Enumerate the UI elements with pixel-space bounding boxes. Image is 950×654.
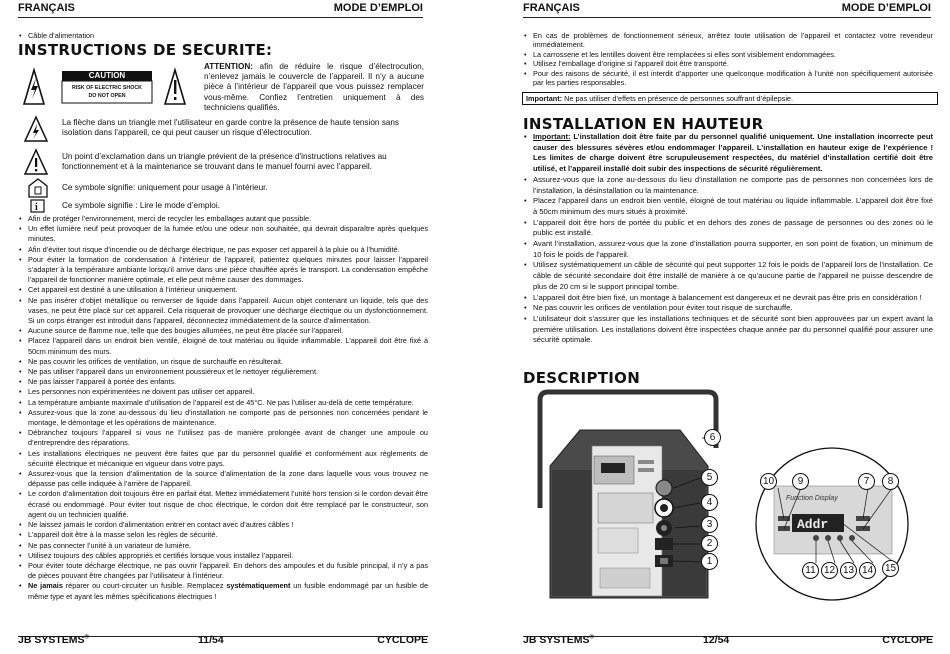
last-safety-bullet: • Ne jamais réparer ou court-circuiter un fusible. Remplacez systématiquement un fusible endommagé par un fusible de même type et ayant les mêmes spécifications électriques !	[18, 581, 428, 601]
callout-3: 3	[701, 516, 718, 533]
header-language: FRANÇAIS	[523, 2, 580, 14]
header-rule	[18, 17, 423, 18]
header-language: FRANÇAIS	[18, 2, 75, 14]
list-item: • Pour éviter toute décharge électrique, ne pas ouvrir l’appareil. En dehors des ampoules et du fusible principal, il n’y a pas de pièces pouvant être changées par l’utilisateur à l’intérieur.	[18, 561, 428, 581]
list-item: • Pour éviter la formation de condensation à l’intérieur de l’appareil, patientez quelques minutes pour laisser l’appareil s’adapter à la température ambiante lorsqu’il arrive dans une pièce chauffée après le transport. La condensation empêche l’appareil de fonctionner manière optimale, et elle peut même causer des dommages.	[18, 255, 428, 286]
footer-product: CYCLOPE	[882, 634, 933, 646]
left-header	[18, 0, 423, 16]
callout-2: 2	[701, 535, 718, 552]
left-footer: JB SYSTEMS® 11/54 CYCLOPE	[18, 634, 428, 646]
list-item: • Les personnes non expérimentées ne doivent pas utiliser cet appareil.	[18, 387, 428, 397]
list-item: • Assurez-vous que la zone au-dessous du lieu d’installation ne comporte pas de personnes non concernées pendant le montage, le démontage et les opérations de maintenance.	[18, 408, 428, 428]
indoor-text: Ce symbole signifie: uniquement pour usage à l’intérieur.	[62, 183, 268, 192]
footer-brand: JB SYSTEMS	[18, 634, 85, 646]
installation-bullet-list	[523, 132, 933, 346]
callout-5: 5	[701, 469, 718, 486]
list-item: • Placez l’appareil dans un endroit bien ventilé, éloigné de tout matériau ou liquide inflammable. L’appareil doit être fixé à 50cm minimum des murs.	[18, 336, 428, 356]
list-item: • L’utilisateur doit s’assurer que les installations techniques et de sécurité sont bien approuvées par un expert avant la première utilisation. Les installations doivent être inspectées chaque année par du personnel qualifié pour assurer une sécurité optimale.	[523, 314, 933, 346]
list-item: • Pour des raisons de sécurité, il est interdit d’apporter une quelconque modification à l’unité non spécifiquement autorisée par les parties responsables.	[523, 69, 933, 88]
list-item: • Utilisez systématiquement un câble de sécurité qui peut supporter 12 fois le poids de l’appareil lors de l’installation. Ce câble de sécurité secondaire doit être installé de manière à ce qu’aucune partie de l’appareil ne puisse descendre de plus de 20 cm si le support principal tombe.	[523, 260, 933, 292]
list-item: • Un effet lumière neuf peut provoquer de la fumée et/ou une odeur non souhaitée, qui devrait disparaître après quelques minutes.	[18, 224, 428, 244]
right-header	[523, 0, 931, 16]
device-illustration	[530, 388, 940, 610]
list-item: • Les installations électriques ne peuvent être faites que par du personnel qualifié et conformément aux règlements de sécurité électrique et mécanique en vigueur dans votre pays.	[18, 449, 428, 469]
lightning-text: La flèche dans un triangle met l'utilisateur en garde contre la présence de haute tension sans isolation dans l’appareil, ce qui peut causer un risque d’électrocution.	[62, 118, 400, 138]
exclamation-icon	[24, 148, 48, 181]
epilepsy-warning-box: Important: Ne pas utiliser d’effets en présence de personnes souffrant d’épilepsie.	[522, 92, 938, 105]
callout-4: 4	[701, 494, 718, 511]
display-label: Function Display	[786, 495, 838, 502]
list-item: • Ne laissez jamais le cordon d’alimentation entrer en contact avec d’autres câbles !	[18, 520, 428, 530]
footer-page: 11/54	[198, 634, 224, 646]
list-item: • Avant l’installation, assurez-vous que la zone d’installation pourra supporter, en son point de fixation, un minimum de 10 fois le poids de l’appareil.	[523, 239, 933, 260]
list-item: • Ne pas couvrir les orifices de ventilation pour éviter tout risque de surchauffe.	[523, 303, 933, 314]
list-item: • Cet appareil est destiné à une utilisation à l’intérieur uniquement.	[18, 285, 428, 295]
callout-11: 11	[802, 562, 819, 579]
callout-14: 14	[859, 562, 876, 579]
list-item: • Placez l’appareil dans un endroit bien ventilé, éloigné de tout matériau ou liquide inflammable. L’appareil doit être fixé à 50cm minimum des murs situés à proximité.	[523, 196, 933, 217]
header-title: MODE D’EMPLOI	[841, 2, 931, 14]
caution-title: CAUTION	[88, 71, 126, 80]
callout-13: 13	[840, 562, 857, 579]
lightning-icon	[24, 115, 48, 148]
top-bullet-list	[523, 31, 933, 87]
section-title-securite: INSTRUCTIONS DE SECURITE:	[18, 41, 273, 59]
section-title-description: DESCRIPTION	[523, 369, 641, 387]
callout-9: 9	[792, 473, 809, 490]
list-item: • Ne pas couvrir les orifices de ventilation, un risque de surchauffe en résulterait.	[18, 357, 428, 367]
callout-8: 8	[882, 473, 899, 490]
list-item: • L’appareil doit être bien fixé, un montage à balancement est dangereux et ne devrait pas être pris en considération !	[523, 293, 933, 304]
installation-important-bullet: • Important: L’installation doit être faite par du personnel qualifié uniquement. Une installation incorrecte peut causer des blessures sévères et/ou endommager l’appareil. L’installation en hauteur exige de l’expérience ! Les limites de charge doivent être scrupuleusement respectées, du matériel d’installation certifié doit être utilisé, et l’appareil installé doit subir des inspections de sécurité régulièrement.	[523, 132, 933, 175]
list-item: • Assurez-vous que la tension d’alimentation de la source d’alimentation de la zone dans laquelle vous vous trouvez ne dépasse pas celle indiquée à l’arrière de l’appareil.	[18, 469, 428, 489]
callout-6: 6	[704, 429, 721, 446]
header-title: MODE D’EMPLOI	[333, 2, 423, 14]
caution-line2: DO NOT OPEN	[88, 93, 126, 99]
caution-label	[22, 66, 187, 110]
caution-line1: RISK OF ELECTRIC SHOCK	[71, 85, 143, 91]
section-title-installation: INSTALLATION EN HAUTEUR	[523, 115, 764, 133]
list-item: • Débranchez toujours l’appareil si vous ne l’utilisez pas de manière prolongée avant de changer une ampoule ou d’entreprendre des réparations.	[18, 428, 428, 448]
footer-page: 12/54	[703, 634, 730, 646]
svg-text:i: i	[35, 202, 38, 213]
cable-bullet: • Câble d’alimentation	[18, 31, 423, 41]
list-item: • Afin d’éviter tout risque d’incendie ou de décharge électrique, ne pas exposer cet appareil à la pluie ou à l’humidité.	[18, 245, 428, 255]
callout-15: 15	[882, 560, 899, 577]
list-item: • L’appareil doit être à la masse selon les règles de sécurité.	[18, 530, 428, 540]
display-readout: Addr	[797, 517, 829, 532]
list-item: • Aucune source de flamme nue, telle que des bougies allumées, ne peut être placée sur l’appareil.	[18, 326, 428, 336]
callout-1: 1	[701, 553, 718, 570]
callout-12: 12	[821, 562, 838, 579]
list-item: • Le cordon d’alimentation doit toujours être en parfait état. Mettez immédiatement l’unité hors tension si le cordon devait être écrasé ou endommagé. Pour éviter tout risque de choc électrique, le cordon doit être remplacé par le constructeur, son agent ou un technicien qualifié.	[18, 489, 428, 520]
device-diagram	[530, 388, 940, 610]
callout-10: 10	[760, 473, 777, 490]
list-item: • Afin de protéger l’environnement, merci de recycler les emballages autant que possible.	[18, 214, 428, 224]
manual-text: Ce symbole signifie : Lire le mode d’emploi.	[62, 201, 220, 210]
list-item: • Utilisez toujours des câbles appropriés et certifiés lorsque vous installez l’appareil.	[18, 551, 428, 561]
header-rule	[523, 17, 931, 18]
safety-bullet-list	[18, 214, 428, 602]
list-item: • Ne pas utiliser l’appareil dans un environnement poussiéreux et le nettoyer régulièrement.	[18, 367, 428, 377]
list-item: • En cas de problèmes de fonctionnement sérieux, arrêtez toute utilisation de l’appareil et contactez votre revendeur immédiatement.	[523, 31, 933, 50]
right-footer: JB SYSTEMS® 12/54 CYCLOPE	[523, 634, 933, 646]
list-item: • Utilisez l’emballage d’origine si l’appareil doit être transporté.	[523, 59, 933, 68]
footer-brand: JB SYSTEMS	[523, 634, 590, 646]
list-item: • Assurez-vous que la zone au-dessous du lieu d’installation ne comporte pas de personnes non concernées lors de l’installation, la désinstallation ou la maintenance.	[523, 175, 933, 196]
list-item: • L’appareil doit être hors de portée du public et en dehors des zones de passage de personnes ou des zones où le public est installé.	[523, 218, 933, 239]
callout-7: 7	[858, 473, 875, 490]
list-item: • La température ambiante maximale d’utilisation de l’appareil est de 45°C. Ne pas l’utiliser au-delà de cette température.	[18, 398, 428, 408]
list-item: • Ne pas connecter l’unité à un variateur de lumière.	[18, 541, 428, 551]
list-item: • Ne pas insérer d’objet métallique ou renverser de liquide dans l’appareil. Aucun objet contenant un liquide, tels que des vases, ne peut être placé sur cet appareil. Cela risquerait de provoquer une décharge électrique ou un dysfonctionnement. Si un corps étranger est introduit dans l’appareil, déconnectez immédiatement de la source d’alimentation.	[18, 296, 428, 327]
list-item: • La carrosserie et les lentilles doivent être remplacées si elles sont visiblement endommagées.	[523, 50, 933, 59]
attention-paragraph: ATTENTION: afin de réduire le risque d’électrocution, n’enlevez jamais le couvercle de l’appareil. Il n’y a aucune pièce à l’intérieur de l’appareil que vous puissez remplacer vous-même. Confiez l’entretien uniquement à des techniciens qualifiés.	[204, 62, 424, 112]
right-page	[475, 0, 950, 654]
footer-product: CYCLOPE	[377, 634, 428, 646]
exclamation-text: Un point d’exclamation dans un triangle prévient de la présence d'instructions relatives au fonctionnement et à la maintenance se trouvant dans le manuel fourni avec l’appareil.	[62, 152, 387, 172]
list-item: • Ne pas laisser l’appareil à portée des enfants.	[18, 377, 428, 387]
